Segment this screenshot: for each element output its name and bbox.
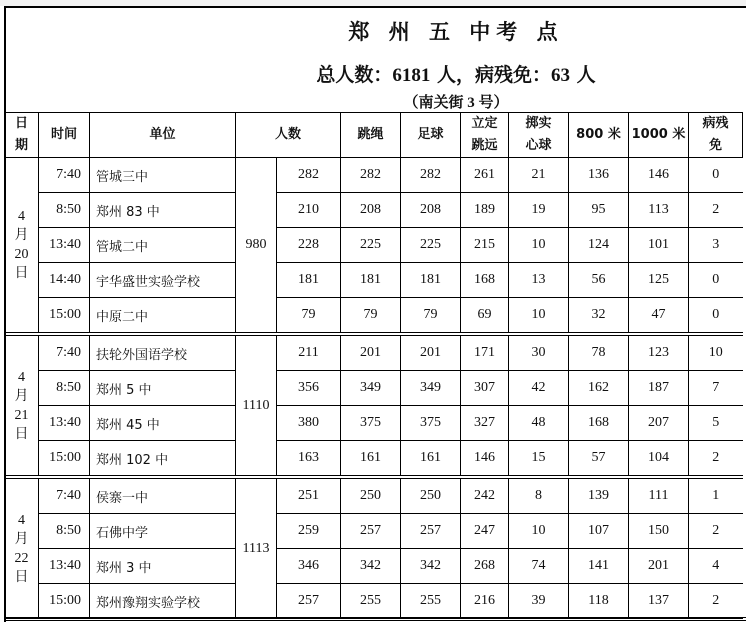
long-jump-cell: 242 [461,477,509,514]
rope-cell: 225 [341,228,401,263]
count-cell: 228 [277,228,341,263]
time-cell: 8:50 [39,514,90,549]
count-cell: 282 [277,158,341,193]
time-cell: 13:40 [39,228,90,263]
m800-cell: 141 [569,549,629,584]
col-exempt: 病残 免 [689,113,743,158]
date-day: 21 [14,407,29,423]
date-day-char: 日 [14,265,29,281]
shot-cell: 10 [509,514,569,549]
unit-cell: 郑州 45 中 [90,406,236,441]
shot-cell: 8 [509,477,569,514]
col-1000m: 1000 米 [629,113,689,158]
table-row [5,441,743,478]
m800-cell: 136 [569,158,629,193]
m1000-cell: 187 [629,371,689,406]
col-date: 日 期 [5,113,39,158]
exempt-cell: 2 [689,514,743,549]
day-total-cell: 1113 [236,477,277,619]
table-row [5,549,743,584]
football-cell: 79 [401,298,461,335]
count-cell: 380 [277,406,341,441]
count-cell: 211 [277,334,341,371]
rope-cell: 255 [341,584,401,619]
exempt-cell: 5 [689,406,743,441]
table-row [5,228,743,263]
long-jump-cell: 307 [461,371,509,406]
date-month-char: 月 [14,530,29,547]
time-cell: 13:40 [39,549,90,584]
title-block [6,8,746,113]
count-cell: 163 [277,441,341,478]
unit-cell: 郑州 102 中 [90,441,236,478]
count-cell: 257 [277,584,341,619]
count-cell: 181 [277,263,341,298]
rope-cell: 201 [341,334,401,371]
exempt-cell: 2 [689,193,743,228]
football-cell: 375 [401,406,461,441]
date-day: 20 [14,247,29,262]
exempt-cell: 3 [689,228,743,263]
shot-cell: 39 [509,584,569,619]
address: （南关街 3 号） [403,95,509,111]
m800-cell: 32 [569,298,629,335]
m1000-cell: 146 [629,158,689,193]
unit-cell: 宇华盛世实验学校 [90,263,236,298]
long-jump-cell: 268 [461,549,509,584]
total-count: 6181 [392,65,431,86]
table-row [5,584,743,619]
count-cell: 210 [277,193,341,228]
col-unit: 单位 [90,113,236,158]
m1000-cell: 123 [629,334,689,371]
time-cell: 15:00 [39,584,90,619]
table-row [5,371,743,406]
date-month: 4 [18,512,25,528]
football-cell: 181 [401,263,461,298]
shot-cell: 15 [509,441,569,478]
unit-cell: 郑州 5 中 [90,371,236,406]
exempt-cell: 7 [689,371,743,406]
time-cell: 7:40 [39,158,90,193]
unit-cell: 扶轮外国语学校 [90,334,236,371]
table-row [5,263,743,298]
rope-cell: 375 [341,406,401,441]
rope-cell: 181 [341,263,401,298]
long-jump-cell: 261 [461,158,509,193]
col-rope: 跳绳 [341,113,401,158]
m800-cell: 107 [569,514,629,549]
date-month: 4 [18,369,25,385]
header-row [5,113,743,158]
unit-cell: 郑州 3 中 [90,549,236,584]
exempt-cell: 0 [689,298,743,335]
time-cell: 7:40 [39,477,90,514]
m1000-cell: 111 [629,477,689,514]
exempt-count: 63 [551,65,570,86]
shot-cell: 19 [509,193,569,228]
date-cell [5,477,39,619]
time-cell: 15:00 [39,441,90,478]
unit-cell: 郑州豫翔实验学校 [90,584,236,619]
unit-cell: 管城三中 [90,158,236,193]
rope-cell: 282 [341,158,401,193]
football-cell: 257 [401,514,461,549]
day-total-cell: 980 [236,158,277,335]
m1000-cell: 113 [629,193,689,228]
exempt-cell: 4 [689,549,743,584]
col-800m: 800 米 [569,113,629,158]
m800-cell: 139 [569,477,629,514]
long-jump-cell: 69 [461,298,509,335]
rope-cell: 208 [341,193,401,228]
shot-cell: 42 [509,371,569,406]
unit-cell: 管城二中 [90,228,236,263]
time-cell: 8:50 [39,193,90,228]
rope-cell: 250 [341,477,401,514]
rope-cell: 257 [341,514,401,549]
m800-cell: 78 [569,334,629,371]
m1000-cell: 47 [629,298,689,335]
table-row [5,514,743,549]
exempt-cell: 2 [689,584,743,619]
date-month: 4 [18,209,25,224]
shot-cell: 21 [509,158,569,193]
summary-mid: 人，病残免： [430,64,551,86]
football-cell: 255 [401,584,461,619]
long-jump-cell: 189 [461,193,509,228]
time-cell: 8:50 [39,371,90,406]
football-cell: 282 [401,158,461,193]
shot-cell: 13 [509,263,569,298]
unit-cell: 中原二中 [90,298,236,335]
date-month-char: 月 [14,227,29,243]
time-cell: 14:40 [39,263,90,298]
long-jump-cell: 171 [461,334,509,371]
football-cell: 342 [401,549,461,584]
unit-cell: 侯寨一中 [90,477,236,514]
table-row [5,334,743,371]
time-cell: 7:40 [39,334,90,371]
exam-schedule-table [4,112,743,619]
m800-cell: 118 [569,584,629,619]
date-cell [5,158,39,335]
football-cell: 161 [401,441,461,478]
m800-cell: 56 [569,263,629,298]
summary-line [6,60,746,87]
long-jump-cell: 247 [461,514,509,549]
table-row [5,158,743,193]
shot-cell: 10 [509,228,569,263]
col-long-jump: 立定 跳远 [461,113,509,158]
m800-cell: 57 [569,441,629,478]
time-cell: 15:00 [39,298,90,335]
summary-prefix: 总人数： [316,64,393,86]
football-cell: 225 [401,228,461,263]
m800-cell: 124 [569,228,629,263]
exempt-cell: 0 [689,158,743,193]
long-jump-cell: 215 [461,228,509,263]
table-row [5,193,743,228]
rope-cell: 349 [341,371,401,406]
long-jump-cell: 216 [461,584,509,619]
count-cell: 356 [277,371,341,406]
date-day: 22 [14,550,29,566]
m1000-cell: 150 [629,514,689,549]
shot-cell: 30 [509,334,569,371]
date-month-char: 月 [14,387,29,404]
m1000-cell: 104 [629,441,689,478]
shot-cell: 48 [509,406,569,441]
time-cell: 13:40 [39,406,90,441]
date-day-char: 日 [14,425,29,442]
date-cell [5,334,39,477]
long-jump-cell: 146 [461,441,509,478]
football-cell: 250 [401,477,461,514]
unit-cell: 石佛中学 [90,514,236,549]
count-cell: 259 [277,514,341,549]
m1000-cell: 201 [629,549,689,584]
col-time: 时间 [39,113,90,158]
m800-cell: 162 [569,371,629,406]
bottom-double-line [4,617,746,621]
m800-cell: 168 [569,406,629,441]
unit-cell: 郑州 83 中 [90,193,236,228]
m1000-cell: 101 [629,228,689,263]
football-cell: 208 [401,193,461,228]
col-football: 足球 [401,113,461,158]
m800-cell: 95 [569,193,629,228]
shot-cell: 74 [509,549,569,584]
exempt-cell: 2 [689,441,743,478]
shot-cell: 10 [509,298,569,335]
count-cell: 346 [277,549,341,584]
count-cell: 79 [277,298,341,335]
football-cell: 349 [401,371,461,406]
m1000-cell: 137 [629,584,689,619]
rope-cell: 161 [341,441,401,478]
rope-cell: 79 [341,298,401,335]
m1000-cell: 125 [629,263,689,298]
m1000-cell: 207 [629,406,689,441]
col-count: 人数 [236,113,341,158]
page-title: 郑 州 五 中考 点 [348,20,564,44]
exempt-cell: 1 [689,477,743,514]
football-cell: 201 [401,334,461,371]
table-row [5,477,743,514]
long-jump-cell: 327 [461,406,509,441]
exempt-cell: 10 [689,334,743,371]
summary-suffix: 人 [570,64,596,86]
count-cell: 251 [277,477,341,514]
exempt-cell: 0 [689,263,743,298]
day-total-cell: 1110 [236,334,277,477]
rope-cell: 342 [341,549,401,584]
table-row [5,406,743,441]
long-jump-cell: 168 [461,263,509,298]
col-shot: 掷实 心球 [509,113,569,158]
date-day-char: 日 [14,568,29,585]
table-row [5,298,743,335]
